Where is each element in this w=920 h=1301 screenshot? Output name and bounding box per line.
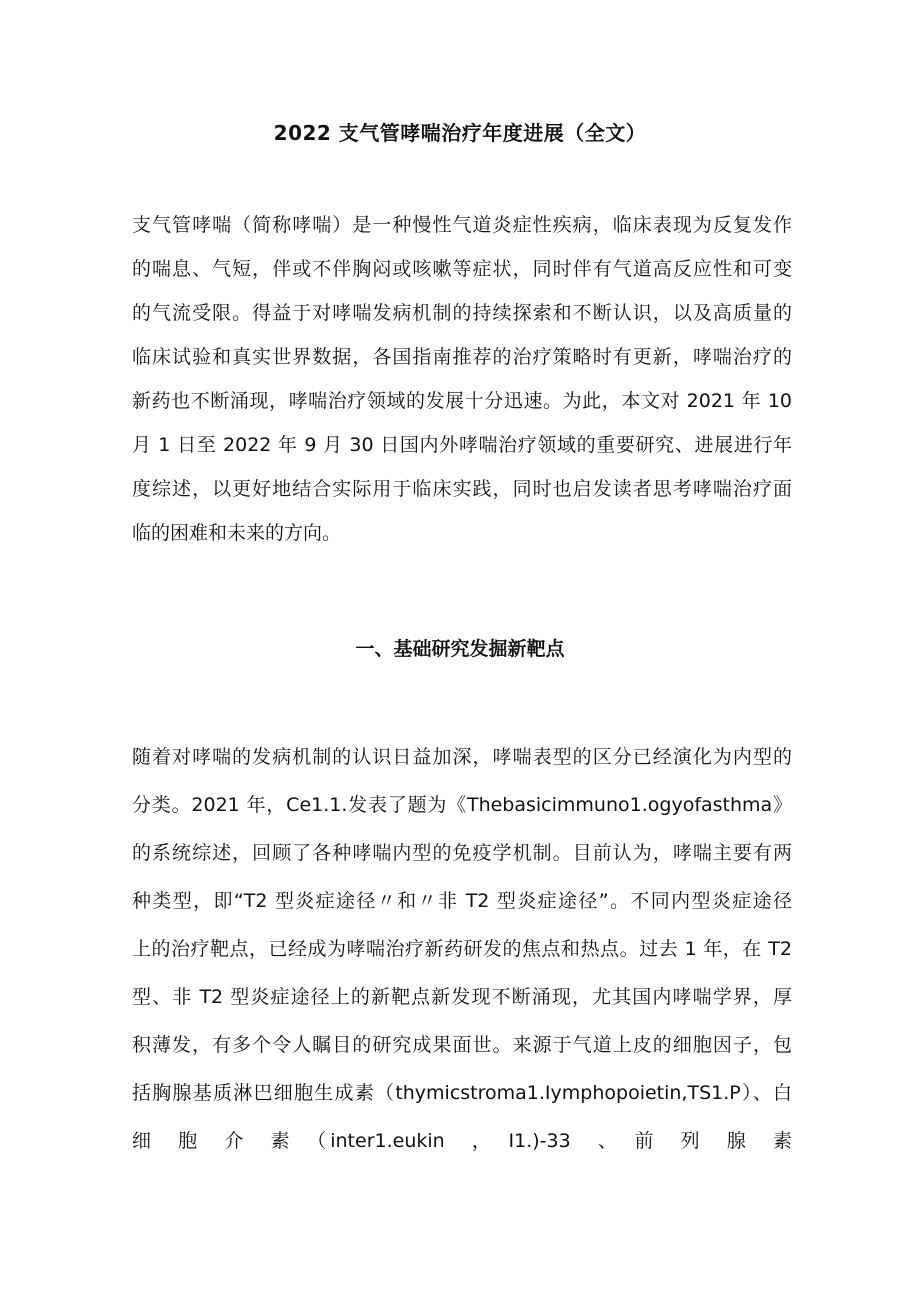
text-line: 括胸腺基质淋巴细胞生成素（thymicstroma1.Iymphopoietin,TS1.P）、白 bbox=[132, 1082, 792, 1104]
text-line: 度综述，以更好地结合实际用于临床实践，同时也启发读者思考哮喘治疗面 bbox=[132, 478, 792, 500]
intro-paragraph bbox=[132, 203, 792, 555]
text-line: 随着对哮喘的发病机制的认识日益加深，哮喘表型的区分已经演化为内型的 bbox=[132, 746, 792, 768]
text-line: 临床试验和真实世界数据，各国指南推荐的治疗策略时有更新，哮喘治疗的 bbox=[132, 346, 792, 368]
text-line: 月 1 日至 2022 年 9 月 30 日国内外哮喘治疗领域的重要研究、进展进行年 bbox=[132, 434, 792, 456]
text-line: 支气管哮喘（简称哮喘）是一种慢性气道炎症性疾病，临床表现为反复发作 bbox=[132, 214, 792, 236]
section-heading: 一、基础研究发掘新靶点 bbox=[355, 638, 565, 660]
text-line: 的系统综述，回顾了各种哮喘内型的免疫学机制。目前认为，哮喘主要有两 bbox=[132, 842, 792, 864]
document-title: 2022 支气管哮喘治疗年度进展（全文） bbox=[273, 121, 647, 145]
section-paragraph bbox=[132, 733, 792, 1165]
text-line: 上的治疗靶点，已经成为哮喘治疗新药研发的焦点和热点。过去 1 年，在 T2 bbox=[132, 938, 792, 960]
text-line: 细 胞 介 素 （inter1.eukin ， I1.)-33 、 前 列 腺 素 bbox=[132, 1130, 792, 1152]
text-line: 种类型，即“T2 型炎症途径〃和〃非 T2 型炎症途径”。不同内型炎症途径 bbox=[132, 890, 792, 912]
text-line: 新药也不断涌现，哮喘治疗领域的发展十分迅速。为此，本文对 2021 年 10 bbox=[132, 390, 792, 412]
text-line: 积薄发，有多个令人瞩目的研究成果面世。来源于气道上皮的细胞因子，包 bbox=[132, 1034, 792, 1056]
text-line: 的气流受限。得益于对哮喘发病机制的持续探索和不断认识，以及高质量的 bbox=[132, 302, 792, 324]
text-line: 分类。2021 年，Ce1.1.发表了题为《Thebasicimmuno1.ogyofasthma》 bbox=[132, 794, 792, 816]
text-line: 临的困难和未来的方向。 bbox=[132, 522, 342, 544]
text-line: 的喘息、气短，伴或不伴胸闷或咳嗽等症状，同时伴有气道高反应性和可变 bbox=[132, 258, 792, 280]
text-line: 型、非 T2 型炎症途径上的新靶点新发现不断涌现，尤其国内哮喘学界，厚 bbox=[132, 986, 792, 1008]
